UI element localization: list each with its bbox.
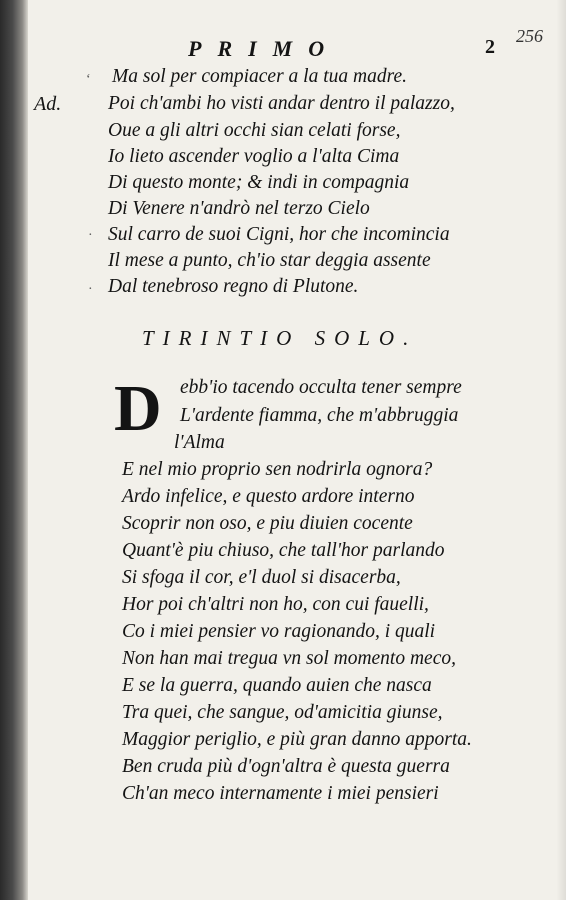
- margin-mark: ‘: [86, 72, 91, 87]
- verse-line: Io lieto ascender voglio a l'alta Cima: [108, 146, 400, 167]
- page-edge-shadow: [556, 0, 566, 900]
- verse-line: Dal tenebroso regno di Plutone.: [108, 276, 359, 297]
- verse-line: Di questo monte; & indi in compagnia: [108, 172, 410, 193]
- verse-line: Co i miei pensier vo ragionando, i quali: [122, 621, 436, 642]
- speaker-tag: Ad.: [34, 93, 62, 115]
- verse-line: Sul carro de suoi Cigni, hor che incomincia: [108, 224, 450, 245]
- verse-line: Hor poi ch'altri non ho, con cui fauelli,: [122, 594, 429, 615]
- running-head: PRIMO: [188, 36, 341, 61]
- margin-mark: ·: [88, 282, 93, 297]
- verse-line: Di Venere n'andrò nel terzo Cielo: [108, 198, 370, 219]
- verse-line: E nel mio proprio sen nodrirla ognora?: [122, 459, 433, 480]
- page-gutter-shadow: [0, 0, 28, 900]
- section-heading: TIRINTIO SOLO.: [142, 326, 418, 350]
- verse-line: Ch'an meco internamente i miei pensieri: [122, 783, 439, 804]
- verse-line: Non han mai tregua vn sol momento meco,: [122, 648, 456, 669]
- drop-cap: D: [114, 372, 162, 445]
- verse-line: Ma sol per compiacer a la tua madre.: [112, 66, 407, 87]
- verse-line: Si sfoga il cor, e'l duol si disacerba,: [122, 567, 401, 588]
- verse-line: Tra quei, che sangue, od'amicitia giunse,: [122, 702, 443, 723]
- verse-line: Oue a gli altri occhi sian celati forse,: [108, 120, 401, 141]
- verse-line: Poi ch'ambi ho visti andar dentro il palazzo,: [108, 93, 455, 114]
- verse-line: ebb'io tacendo occulta tener sempre: [180, 377, 462, 398]
- verse-line: Quant'è piu chiuso, che tall'hor parlando: [122, 540, 445, 561]
- verse-line: E se la guerra, quando auien che nasca: [122, 675, 432, 696]
- verse-line: Il mese a punto, ch'io star deggia assente: [108, 250, 431, 271]
- page-number: 2: [485, 36, 495, 58]
- verse-line: Scoprir non oso, e piu diuien cocente: [122, 513, 413, 534]
- handwritten-folio-number: 256: [516, 26, 543, 46]
- verse-line: L'ardente fiamma, che m'abbruggia: [180, 405, 459, 426]
- verse-line: Ben cruda più d'ogn'altra è questa guerra: [122, 756, 450, 777]
- margin-mark: ·: [88, 228, 93, 243]
- verse-line: Ardo infelice, e questo ardore interno: [122, 486, 415, 507]
- verse-line: l'Alma: [174, 432, 225, 453]
- verse-line: Maggior periglio, e più gran danno apporta.: [122, 729, 472, 750]
